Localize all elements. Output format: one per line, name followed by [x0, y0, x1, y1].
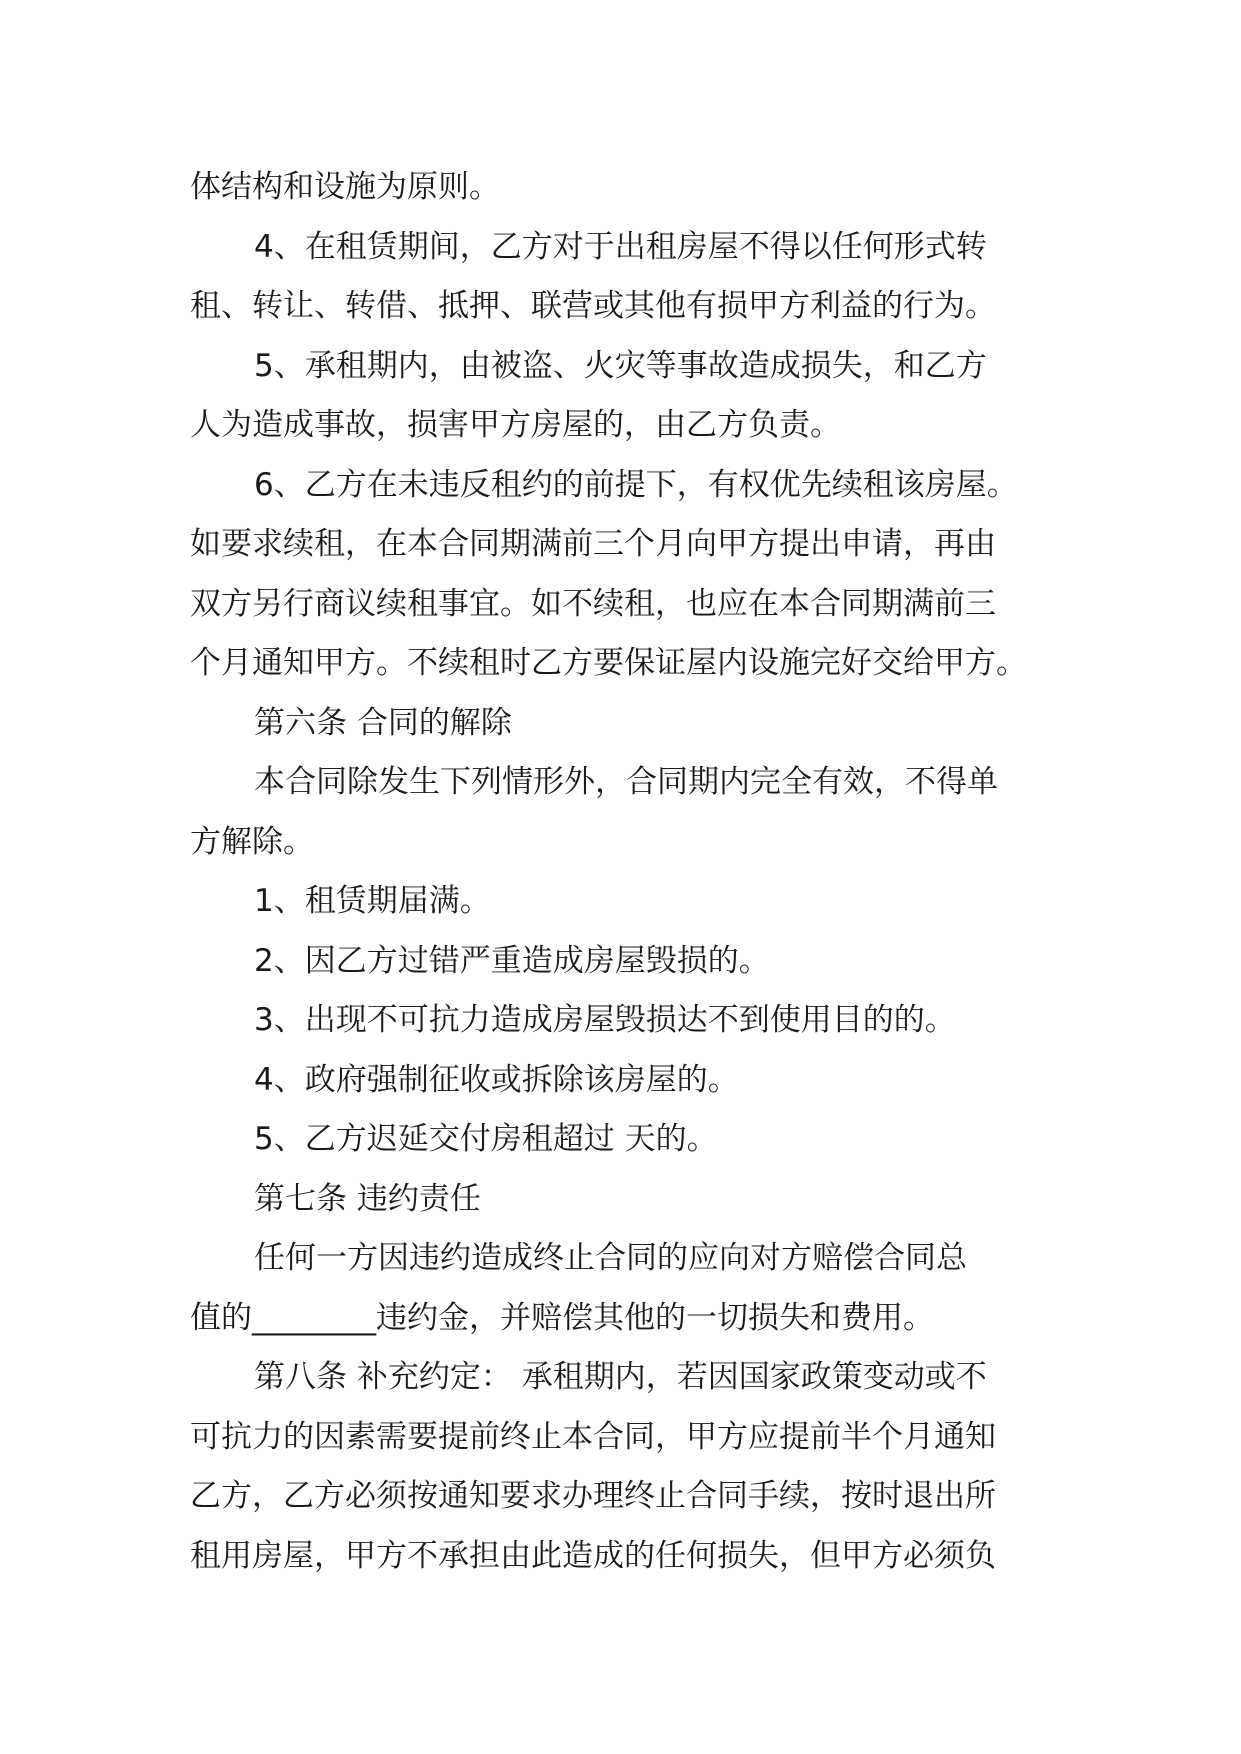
- text-line: 租用房屋，甲方不承担由此造成的任何损失，但甲方必须负: [190, 1537, 996, 1574]
- list-item-termination-4: [190, 1051, 1070, 1111]
- text-line: 双方另行商议续租事宜。如不续租，也应在本合同期满前三: [190, 585, 996, 622]
- paragraph-liability: [190, 1229, 1070, 1348]
- text-line: 个月通知甲方。不续租时乙方要保证屋内设施完好交给甲方。: [190, 645, 1027, 681]
- text-line: 第七条 违约责任: [254, 1180, 481, 1217]
- text-line: 租、转让、转借、抵押、联营或其他有损甲方利益的行为。: [190, 288, 996, 324]
- text-line: 任何一方因违约造成终止合同的应向对方赔偿合同总: [254, 1240, 967, 1276]
- text-line: 6、乙方在未违反租约的前提下，有权优先续租该房屋。: [254, 466, 1018, 503]
- text-line: 本合同除发生下列情形外，合同期内完全有效，不得单: [254, 764, 998, 800]
- section-heading-article-7: [190, 1170, 1070, 1230]
- text-line: 第八条 补充约定： 承租期内，若因国家政策变动或不: [254, 1359, 987, 1395]
- paragraph-termination-intro: [190, 753, 1070, 872]
- text-line: 第六条 合同的解除: [254, 704, 512, 741]
- document-body: [190, 158, 1070, 1586]
- text-line: 可抗力的因素需要提前终止本合同，甲方应提前半个月通知: [190, 1418, 996, 1455]
- text-line: 值的________违约金，并赔偿其他的一切损失和费用。: [190, 1299, 934, 1336]
- list-item-termination-3: [190, 991, 1070, 1051]
- list-item-termination-2: [190, 932, 1070, 992]
- paragraph-principle: [190, 158, 1070, 218]
- text-line: 4、政府强制征收或拆除该房屋的。: [254, 1061, 739, 1098]
- text-line: 4、在租赁期间，乙方对于出租房屋不得以任何形式转: [254, 228, 987, 265]
- text-line: 5、乙方迟延交付房租超过 天的。: [254, 1121, 718, 1157]
- list-item-termination-1: [190, 872, 1070, 932]
- text-line: 方解除。: [190, 823, 314, 860]
- section-heading-article-6: [190, 694, 1070, 754]
- paragraph-clause-4-sublet: [190, 218, 1070, 337]
- paragraph-clause-6-renewal: [190, 456, 1070, 694]
- text-line: 1、租赁期届满。: [254, 883, 491, 919]
- paragraph-article-8-supplement: [190, 1348, 1070, 1586]
- text-line: 5、承租期内，由被盗、火灾等事故造成损失，和乙方: [254, 347, 987, 384]
- text-line: 2、因乙方过错严重造成房屋毁损的。: [254, 942, 770, 979]
- list-item-termination-5: [190, 1110, 1070, 1170]
- text-line: 如要求续租，在本合同期满前三个月向甲方提出申请，再由: [190, 526, 996, 562]
- text-line: 乙方，乙方必须按通知要求办理终止合同手续，按时退出所: [190, 1478, 996, 1514]
- text-line: 3、出现不可抗力造成房屋毁损达不到使用目的的。: [254, 1002, 956, 1038]
- text-line: 体结构和设施为原则。: [190, 169, 500, 205]
- paragraph-clause-5-loss: [190, 337, 1070, 456]
- text-line: 人为造成事故，损害甲方房屋的，由乙方负责。: [190, 407, 841, 443]
